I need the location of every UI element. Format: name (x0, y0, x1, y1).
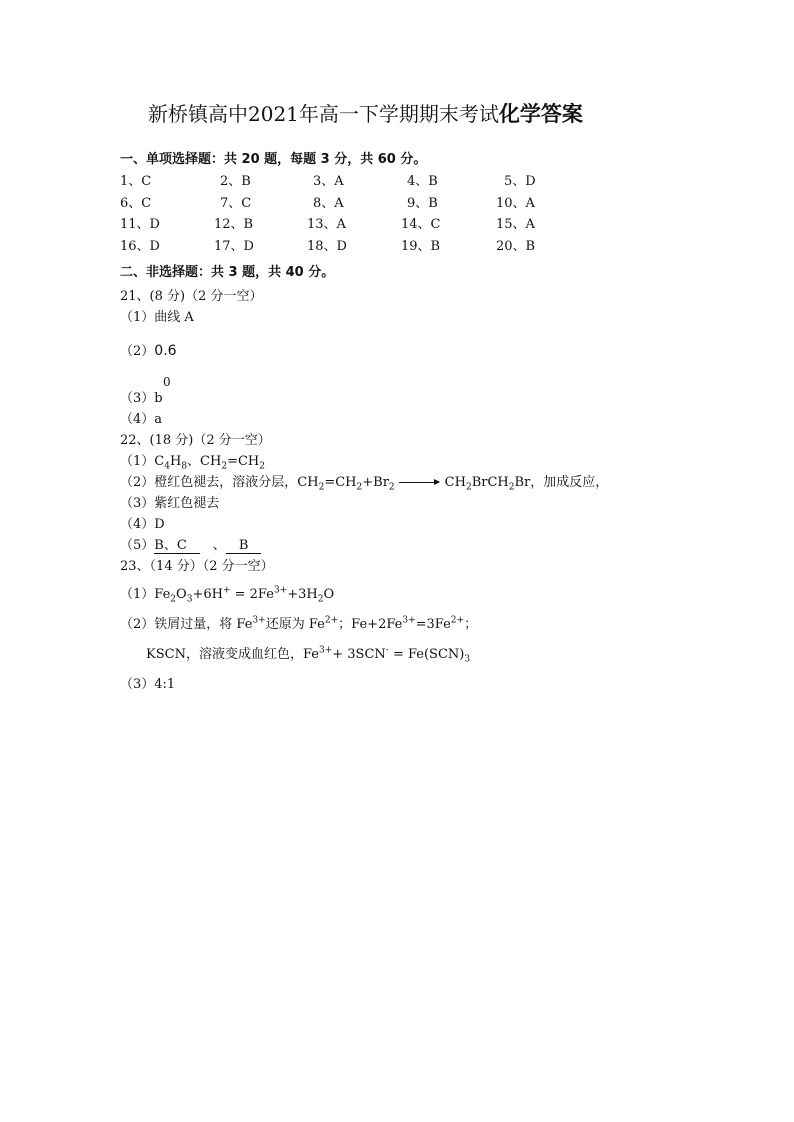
mc-answer: 19、B (401, 238, 441, 254)
q23-answer-1-label: （1） (120, 587, 155, 602)
mc-answer: 11、D (120, 217, 160, 232)
reaction-arrow-icon (399, 482, 439, 483)
mc-answer: 2、B (220, 174, 251, 189)
mc-answer: 1、C (120, 174, 152, 189)
mc-answer: 5、D (504, 174, 536, 189)
mc-answer: 18、D (307, 238, 347, 254)
page-title (148, 100, 583, 128)
mc-answer: 4、B (407, 174, 438, 189)
title-bold: 化学答案 (498, 102, 583, 126)
q23-answer-2-text-3: ； (338, 617, 352, 632)
q22-answer-3: （3）紫红色褪去 (120, 496, 220, 511)
q21-answer-2-value: 0.6 (154, 343, 177, 359)
q22-answer-2-suffix: ，加成反应， (530, 475, 609, 490)
q23-header: 23、（14 分）（2 分一空） (120, 559, 274, 574)
mc-answer: 6、C (120, 195, 152, 211)
mc-answer: 17、D (214, 238, 254, 254)
q22-answer-2: （2）橙红色褪去，溶液分层，$CH_2=CH_2+Br_2$ $CH_2BrCH_2Br$，加成反应， (120, 475, 609, 493)
q23-answer-1: $(1)Fe_2O_3+6H^+ = 2Fe^{3+}+3H_2O$ (120, 585, 335, 605)
mc-answer: 12、B (214, 217, 254, 232)
q21-answer-4: （4）a (120, 412, 163, 427)
q21-answer-2 (120, 342, 177, 361)
q22-header: 22、(18 分)（2 分一空） (120, 433, 271, 448)
q22-answer-2-label: （2） (120, 475, 155, 490)
q23-answer-2-kscn: KSCN，溶液变成血红色，$Fe^{3+}+ 3SCN^- = Fe(SCN)_3$ (146, 645, 471, 665)
q21-answer-1: （1）曲线 A (120, 310, 194, 325)
q23-answer-2: （2）铁屑过量，将 $Fe^{3+}$还原为 $Fe^{2+}$；$Fe+2Fe^{3+}=3Fe^{2+}$； (120, 615, 478, 632)
section2-heading: 二、非选择题：共 3 题，共 40 分。 (120, 265, 335, 280)
mc-answer: 7、C (220, 195, 252, 211)
mc-answer: 8、A (313, 195, 344, 211)
q22-answer-2-text: 橙红色褪去，溶液分层， (154, 475, 298, 490)
q22-answer-1: $(1)C_4H_8$、$CH_2=CH_2$ (120, 454, 265, 472)
q21-header: 21、(8 分)（2 分一空） (120, 289, 263, 304)
q23-answer-2-text-1: 铁屑过量，将 (154, 617, 237, 632)
mc-answer: 9、B (407, 195, 438, 211)
q22-answer-4: （4）D (120, 517, 165, 532)
q21-answer-2-zero: 0 (163, 375, 171, 389)
mc-answer: 3、A (313, 174, 344, 189)
q23-answer-2-label: （2） (120, 617, 155, 632)
mc-answer: 16、D (120, 238, 160, 254)
mc-answer: 15、A (496, 217, 535, 232)
mc-answer: 10、A (496, 195, 535, 211)
q22-answer-1-label: （1） (120, 454, 155, 469)
q23-answer-2-text-2: 还原为 (265, 617, 309, 632)
mc-answer: 14、C (401, 217, 441, 232)
title-main: 新桥镇高中2021年高一下学期期末考试 (148, 102, 499, 126)
q22-answer-5-blank-1: B、C (154, 538, 200, 553)
q22-answer-5-separator: 、 (199, 538, 226, 553)
q23-answer-2-kscn-text: KSCN，溶液变成血红色， (146, 647, 303, 662)
q21-answer-3: （3）b (120, 391, 163, 406)
q22-answer-5 (120, 537, 261, 555)
q22-answer-5-label: （5） (120, 538, 155, 553)
mc-answer: 13、A (307, 217, 346, 232)
q21-answer-2-label: （2） (120, 344, 155, 359)
section1-heading: 一、单项选择题：共 20 题，每题 3 分，共 60 分。 (120, 152, 427, 167)
q22-answer-5-blank-2: B (225, 538, 262, 553)
q23-answer-3: （3）4:1 (120, 677, 176, 692)
mc-answer: 20、B (496, 238, 536, 254)
